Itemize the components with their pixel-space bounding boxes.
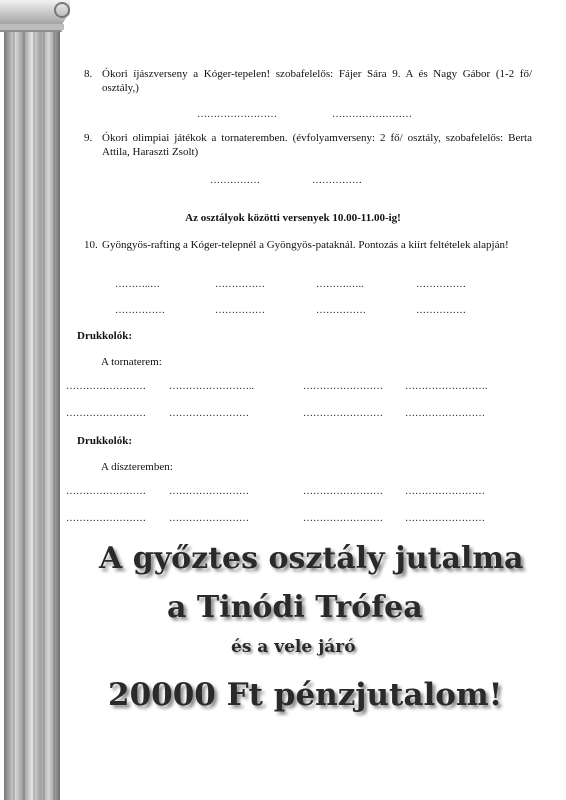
column-decoration bbox=[0, 0, 70, 800]
item-10-blank: ………..… bbox=[115, 279, 160, 290]
supporters-blank: …………………… bbox=[169, 486, 249, 497]
supporters-blank: …………………….. bbox=[169, 381, 254, 392]
item-10-text: Gyöngyös-rafting a Kóger-telepnél a Gyöngyös-pataknál. Pontozás a kiírt feltételek alapján! bbox=[102, 239, 509, 251]
item-8-signature-1: …………………… bbox=[197, 109, 277, 120]
section-heading: Az osztályok közötti versenyek 10.00-11.00-ig! bbox=[185, 212, 401, 224]
item-9-signature-1: …………… bbox=[210, 175, 260, 186]
item-10-blank: …………… bbox=[215, 305, 265, 316]
supporters-blank: …………………… bbox=[303, 513, 383, 524]
supporters-blank: …………………… bbox=[405, 513, 485, 524]
item-9-signature-2: …………… bbox=[312, 175, 362, 186]
banner-line-3: és a vele járó bbox=[231, 637, 356, 657]
item-10-blank: …………… bbox=[115, 305, 165, 316]
item-10-blank: …………… bbox=[215, 279, 265, 290]
item-10-blank: ……….….. bbox=[316, 279, 364, 290]
banner-line-4: 20000 Ft pénzjutalom! bbox=[108, 677, 503, 713]
supporters-blank: …………………… bbox=[405, 408, 485, 419]
supporters-blank: …………………… bbox=[303, 486, 383, 497]
supporters-blank: …………………… bbox=[66, 513, 146, 524]
item-10-blank: …………… bbox=[416, 279, 466, 290]
item-8-number: 8. bbox=[84, 68, 93, 80]
supporters-blank: …………………… bbox=[66, 408, 146, 419]
item-8-text: Ókori íjászverseny a Kóger-tepelen! szobafelelős: Fájer Sára 9. A és Nagy Gábor (1-2 fő/ osztály,) bbox=[102, 68, 532, 94]
item-10-number: 10. bbox=[84, 239, 98, 251]
supporters-blank: …………………… bbox=[405, 486, 485, 497]
supporters-blank: …………………… bbox=[169, 408, 249, 419]
supporters-blank: …………………… bbox=[66, 381, 146, 392]
item-10-blank: …………… bbox=[416, 305, 466, 316]
supporters-blank: …………………… bbox=[303, 408, 383, 419]
item-10-blank: …………… bbox=[316, 305, 366, 316]
supporters-blank: …………………… bbox=[303, 381, 383, 392]
supporters-place: A díszteremben: bbox=[101, 461, 173, 473]
supporters-blank: …………………… bbox=[169, 513, 249, 524]
supporters-place: A tornaterem: bbox=[101, 356, 162, 368]
banner-line-2: a Tinódi Trófea bbox=[167, 590, 423, 625]
item-8-signature-2: …………………… bbox=[332, 109, 412, 120]
banner-line-1: A győztes osztály jutalma bbox=[99, 541, 524, 576]
supporters-blank: ……………………. bbox=[405, 381, 488, 392]
item-9-text: Ókori olimpiai játékok a tornateremben. (évfolyamverseny: 2 fő/ osztály, szobafelelős: Berta Attila, Haraszti Zsolt) bbox=[102, 132, 532, 158]
supporters-heading: Drukkolók: bbox=[77, 435, 133, 447]
supporters-heading: Drukkolók: bbox=[77, 330, 133, 342]
supporters-blank: …………………… bbox=[66, 486, 146, 497]
item-9-number: 9. bbox=[84, 132, 93, 144]
